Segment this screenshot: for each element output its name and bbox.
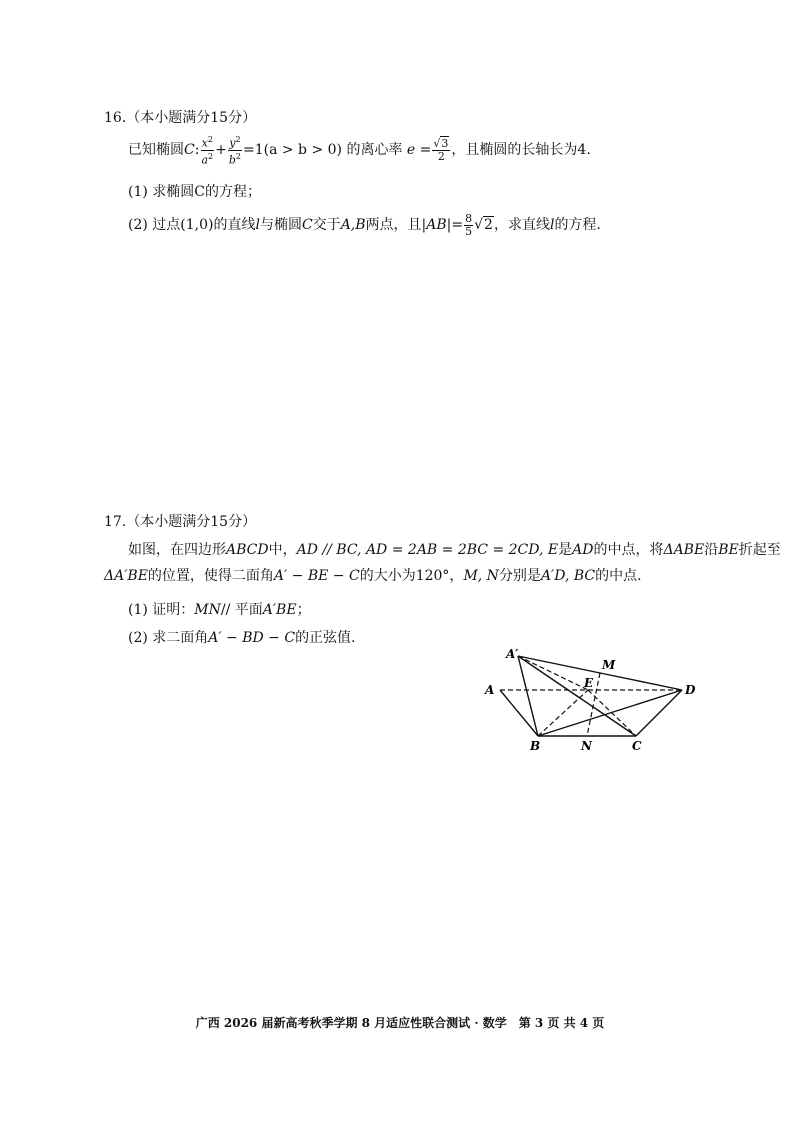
label-C: C — [632, 739, 642, 753]
q17-l2-mids: A′D, BC — [540, 568, 596, 584]
q16-stem — [128, 134, 591, 166]
q16-plus: + — [215, 142, 227, 159]
q16-part2-a: (2) 过点(1,0)的直线 — [128, 217, 256, 233]
q16-part2-f: 的方程. — [554, 217, 601, 233]
q17-l2-MN: M, N — [463, 568, 499, 584]
q17-p1-MN: MN — [194, 602, 221, 618]
q17-l2-c: 分别是 — [498, 568, 541, 584]
q17-l1-tri: ΔABE — [663, 542, 705, 558]
q17-l2-angle: A′ − BE − C — [273, 568, 360, 584]
ellipse-condition: =1(a > b > 0) — [242, 142, 343, 159]
q17-p2-angle: A′ − BD − C — [208, 630, 296, 646]
q16-part2-d: 两点，且 — [365, 217, 422, 233]
q16-part2-C: C — [301, 217, 313, 233]
q17-l1-e: 沿 — [704, 542, 719, 558]
q17-line2 — [104, 566, 642, 586]
q17-l2-a: 的位置，使得二面角 — [147, 568, 274, 584]
sqrt3-radicand: 3 — [441, 136, 449, 150]
q16-stem-colon: : — [194, 142, 200, 159]
q17-l1-a: 如图，在四边形 — [128, 542, 226, 558]
q16-stem-suffix: ，且椭圆的长轴长为4. — [451, 142, 591, 159]
frac-2: 2 — [437, 149, 445, 163]
q16-part2-l: l — [255, 217, 260, 233]
folded-quadrilateral-figure — [478, 642, 708, 754]
q17-p1-plane: A′BE — [262, 602, 297, 618]
edge-B-D — [538, 690, 682, 736]
eccentricity-eq: e = — [406, 142, 432, 159]
q17-l2-b: 的大小为120°， — [359, 568, 464, 584]
q17-l1-ABCD: ABCD — [226, 542, 269, 558]
q16-part2-b: 与椭圆 — [259, 217, 302, 233]
q16-part2-c: 交于 — [312, 217, 341, 233]
q17-p2-b: 的正弦值. — [295, 630, 356, 646]
label-E: E — [584, 676, 594, 690]
q16-stem-prefix: 已知椭圆 — [128, 142, 184, 159]
sqrt3-over-2-fraction: $\frac{√3}{2}$ — [433, 136, 449, 163]
q17-p1-c: ； — [296, 602, 311, 618]
y2-over-b2-fraction: $\frac{y^2}{b^2}$ — [228, 135, 241, 167]
eccentricity-text: 的离心率 — [346, 142, 403, 159]
q16-stem-C: C — [184, 142, 195, 159]
q17-l1-cond: AD // BC, AD = 2AB = 2BC = 2CD, E — [296, 542, 559, 558]
q17-title: 17.（本小题满分15分） — [104, 514, 257, 530]
q17-part2 — [128, 628, 356, 648]
q17-l1-f: 折起至 — [738, 542, 781, 558]
frac-a: a — [201, 153, 208, 167]
q17-line1 — [128, 540, 781, 560]
q17-l1-b: 中， — [268, 542, 297, 558]
frac-8: 8 — [465, 211, 473, 225]
label-A: A — [485, 683, 495, 697]
label-B: B — [530, 739, 541, 753]
q17-l2-tri: ΔA′BE — [104, 568, 148, 584]
q17-part1 — [128, 600, 311, 620]
frac-x: x — [201, 136, 208, 150]
edge-Ap-E-dashed — [518, 656, 588, 690]
q17-l1-AD: AD — [572, 542, 594, 558]
label-A-prime: A′ — [506, 647, 519, 661]
q17-p1-b: // 平面 — [220, 602, 263, 618]
q16-part1: (1) 求椭圆C的方程； — [128, 184, 261, 200]
edge-B-E-dashed — [538, 690, 588, 736]
q17-p1-a: (1) 证明： — [128, 602, 195, 618]
q16-part2 — [128, 210, 601, 240]
sqrt2: √2 — [474, 217, 493, 233]
x2-over-a2-fraction: $\frac{x^2}{a^2}$ — [201, 135, 214, 167]
q17-p2-a: (2) 求二面角 — [128, 630, 209, 646]
label-D: D — [685, 683, 696, 697]
frac-b: b — [228, 153, 236, 167]
sqrt2-radicand: 2 — [484, 217, 493, 233]
q16-part2-AB: A,B — [340, 217, 366, 233]
label-N: N — [581, 739, 592, 753]
frac-y: y — [229, 136, 236, 150]
q17-l1-d: 的中点，将 — [593, 542, 664, 558]
q17-l1-c: 是 — [558, 542, 573, 558]
8-over-5-fraction — [464, 213, 473, 238]
q16-title: 16.（本小题满分15分） — [104, 110, 257, 126]
q16-part2-e: ，求直线 — [493, 217, 550, 233]
q16-part2-l2: l — [549, 217, 555, 233]
edge-E-C-dashed — [588, 690, 636, 736]
frac-5: 5 — [465, 224, 473, 238]
q17-l2-d: 的中点. — [595, 568, 642, 584]
label-M: M — [602, 658, 616, 672]
abs-AB: |AB|= — [421, 217, 464, 233]
page-footer: 广西 2026 届新高考秋季学期 8 月适应性联合测试 · 数学 第 3 页 共 4 页 — [195, 1016, 605, 1030]
q17-l1-BE: BE — [718, 542, 739, 558]
